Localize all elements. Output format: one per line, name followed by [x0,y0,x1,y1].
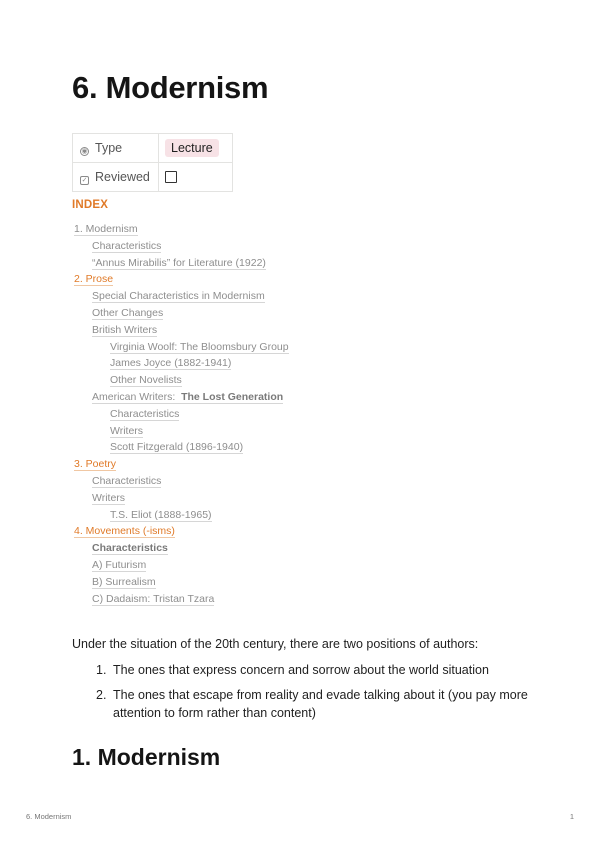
toc-link[interactable] [110,407,179,421]
property-row-type [73,134,233,163]
list-item-text: The ones that express concern and sorrow about the world situation [113,663,489,677]
toc-link-label: 1. Modernism [74,223,138,235]
toc-link-label: 2. Prose [74,273,114,286]
property-row-reviewed [73,163,233,192]
toc-link-label: Writers [110,424,144,437]
toc-link[interactable] [110,508,212,522]
radio-glyph: ◉ [81,147,88,155]
footer-title: 6. Modernism [26,812,72,821]
list-item [72,661,532,679]
toc-link-label: Characteristics [110,407,180,420]
toc-link-label: Other Changes [92,307,164,319]
toc-link-label [92,542,168,555]
toc-link[interactable] [92,592,214,606]
toc-link-label: “Annus Mirabilis” for Literature (1922) [92,256,266,269]
toc-link-label: Other Novelists [110,374,182,387]
reviewed-checkbox[interactable] [165,171,177,183]
toc-link-label: American Writers: The Lost Generation [92,391,284,403]
toc-link-label: Scott Fitzgerald (1896-1940) [110,441,244,454]
toc-link[interactable] [92,306,163,320]
property-key-type [73,134,159,163]
property-label: Type [95,140,123,155]
toc-link-label: Special Characteristics in Modernism [92,290,265,303]
toc-link[interactable] [92,491,125,505]
toc-link-bold: The Lost Generation [181,391,284,403]
radio-icon [80,147,89,156]
toc-link[interactable] [74,222,138,236]
toc-link-label: C) Dadaism: Tristan Tzara [92,592,215,605]
toc-link[interactable] [92,289,265,303]
toc-link-label: B) Surrealism [92,575,156,588]
toc-link[interactable] [92,575,156,589]
toc-link[interactable] [110,373,182,387]
toc-link[interactable] [92,474,161,488]
toc-link[interactable] [92,390,283,404]
list-item-text: The ones that escape from reality and evade talking about it (you pay more attention to form rather than content) [113,688,528,720]
intro-paragraph: Under the situation of the 20th century, there are two positions of authors: [72,637,479,651]
toc-link-label: Virginia Woolf: The Bloomsbury Group [110,340,289,353]
toc-link[interactable] [110,424,143,438]
toc-link[interactable] [110,356,231,370]
toc-link[interactable] [74,272,113,286]
toc-link-label: 4. Movements (-isms) [74,525,175,538]
toc-link[interactable] [110,440,243,454]
numbered-list [72,661,532,729]
list-item [72,686,532,722]
checkbox-glyph: ✓ [81,176,88,184]
toc-link[interactable] [74,524,175,538]
toc-link[interactable] [74,457,116,471]
property-value-reviewed[interactable] [159,163,233,192]
toc-link-label: Characteristics [92,239,162,252]
property-value-type[interactable] [159,134,233,163]
toc-link[interactable] [110,340,289,354]
toc-link[interactable] [92,256,266,270]
toc-link-label: A) Futurism [92,559,147,571]
section-heading: 1. Modernism [72,744,221,770]
checkbox-icon [80,176,89,185]
toc-link[interactable] [92,558,146,572]
index-heading: INDEX [72,199,109,211]
toc-link[interactable] [92,323,157,337]
toc-link-label: James Joyce (1882-1941) [110,357,232,370]
toc-link-label: British Writers [92,323,158,336]
toc-link-label: 3. Poetry [74,458,117,471]
toc-link-label: Writers [92,491,126,504]
list-number: 2. [96,688,107,702]
property-key-reviewed [73,163,159,192]
toc-link-bold: Characteristics [92,542,168,555]
page-number: 1 [569,812,574,821]
property-label: Reviewed [95,169,150,184]
properties-table [72,133,233,192]
page-title: 6. Modernism [72,70,269,105]
toc-link-label: T.S. Eliot (1888-1965) [110,508,212,521]
toc-link[interactable] [92,239,161,253]
list-number: 1. [96,663,107,677]
type-tag[interactable]: Lecture [165,139,219,157]
toc-link[interactable] [92,541,168,555]
toc-link-label: Characteristics [92,475,162,487]
